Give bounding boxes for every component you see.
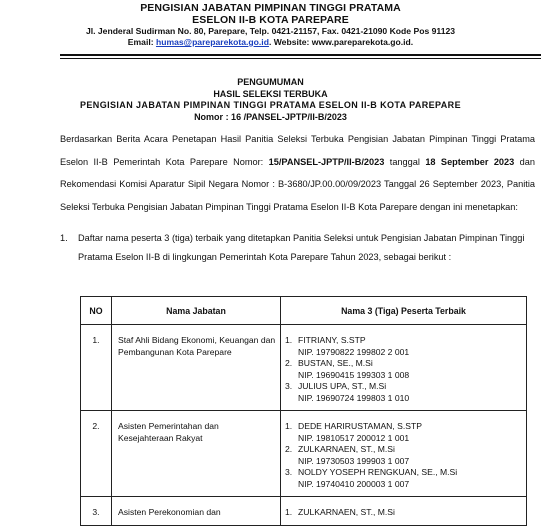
table-row [81,411,527,497]
candidate-nip: NIP. 19730503 199903 1 007 [298,455,410,466]
candidate-nip: NIP. 19790822 199802 2 001 [298,346,410,357]
candidate-nip: NIP. 19690415 199303 1 008 [298,369,410,380]
header-peserta: Nama 3 (Tiga) Peserta Terbaik [281,297,527,325]
candidate [285,421,522,444]
announcement-heading [0,77,541,123]
candidate-index: 2. [285,444,293,454]
heading-line2: HASIL SELEKSI TERBUKA [213,88,328,99]
letterhead-address: Jl. Jenderal Sudirman No. 80, Parepare, Telp. 0421-21157, Fax. 0421-21090 Kode Pos 91123 [85,26,456,36]
candidate [285,335,522,358]
candidate-nip: NIP. 19690724 199803 1 010 [298,392,410,403]
heading-line1: PENGUMUMAN [237,77,304,87]
candidate-nip: NIP. 19740410 200003 1 007 [298,478,410,489]
candidate [285,444,522,467]
intro-text-3: dan Rekomendasi Komisi Aparatur Sipil Negara Nomor : B-3680/JP.00.00/09/2023 Tanggal 26 September 2023, Panitia Seleksi Terbuka Pengisian Jabatan Pimpinan Tinggi Pratama Eselon II-B Kota Parepare dengan ini menetapkan: [60,156,535,212]
candidate-index: 2. [285,358,293,368]
candidate-name: NOLDY YOSEPH RENGKUAN, SE., M.Si [298,467,458,477]
candidate [285,467,522,490]
email-link[interactable]: humas@pareparekota.go.id [155,37,269,47]
email-label: Email: [127,37,154,47]
heading-number: Nomor : 16 /PANSEL-JPTP/II-B/2023 [194,111,347,122]
table-header-row [81,297,527,325]
candidate [285,507,522,519]
candidate-index: 1. [285,335,293,345]
table-row [81,325,527,411]
row-jabatan: Staf Ahli Bidang Ekonomi, Keuangan dan Pembangunan Kota Parepare [112,325,281,411]
results-table [80,296,527,526]
row-jabatan: Asisten Perekonomian dan [112,497,281,526]
candidate [285,358,522,381]
row-candidates [281,497,527,526]
intro-ref-number: 15/PANSEL-JPTP/II-B/2023 [268,156,385,167]
candidate-name: ZULKARNAEN, ST., M.Si [298,444,395,454]
intro-paragraph [60,128,535,218]
candidate-name: JULIUS UPA, ST., M.Si [298,381,387,391]
heading-line3: PENGISIAN JABATAN PIMPINAN TINGGI PRATAMA ESELON II-B KOTA PAREPARE [80,100,461,110]
candidate-name: DEDE HARIRUSTAMAN, S.STP [298,421,422,431]
letterhead-rule-thick [60,54,541,56]
row-number: 1. [81,325,112,411]
website-label: . Website: [268,37,310,47]
row-jabatan: Asisten Pemerintahan dan Kesejahteraan Rakyat [112,411,281,497]
candidate-index: 1. [285,507,293,517]
row-number: 2. [81,411,112,497]
letterhead [0,2,541,48]
candidate-index: 1. [285,421,293,431]
website-text: www.pareparekota.go.id. [311,37,414,47]
candidate-index: 3. [285,381,293,391]
table-row [81,497,527,526]
letterhead-rule-thin [60,58,541,59]
letterhead-line1: PENGISIAN JABATAN PIMPINAN TINGGI PRATAMA [140,2,401,14]
header-jabatan: Nama Jabatan [112,297,281,325]
letterhead-contact [0,37,541,48]
candidate-name: BUSTAN, SE., M.Si [298,358,373,368]
candidate-name: ZULKARNAEN, ST., M.Si [298,507,395,517]
list-item-text: Daftar nama peserta 3 (tiga) terbaik yang ditetapkan Panitia Seleksi untuk Pengisian Jabatan Pimpinan Tinggi Pratama Eselon II-B di lingkungan Pemerintah Kota Parepare Tahun 2023, sebagai berikut : [78,233,525,262]
intro-text-2: tanggal [384,156,426,167]
candidate-nip: NIP. 19810517 200012 1 001 [298,432,410,443]
row-candidates [281,411,527,497]
candidate-name: FITRIANY, S.STP [298,335,366,345]
list-item-number: 1. [60,233,68,243]
candidate-index: 3. [285,467,293,477]
intro-date: 18 September 2023 [425,156,515,167]
letterhead-line2: ESELON II-B KOTA PAREPARE [192,14,349,26]
row-number: 3. [81,497,112,526]
row-candidates [281,325,527,411]
intro-text-1: Berdasarkan Berita Acara Penetapan Hasil Panitia Seleksi Terbuka Pengisian Jabatan Pimpinan Tinggi Pratama Eselon II-B Pemerintah Kota Parepare Nomor: [60,134,535,167]
candidate [285,381,522,404]
header-no: NO [81,297,112,325]
